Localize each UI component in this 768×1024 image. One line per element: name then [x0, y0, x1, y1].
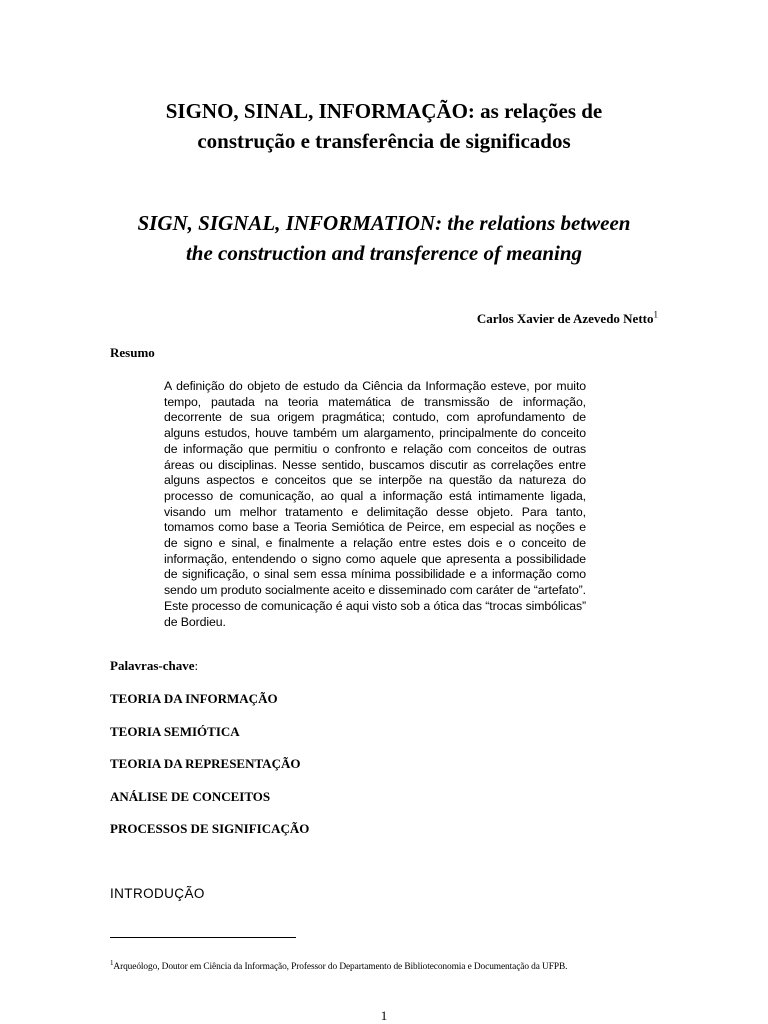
keyword-item: PROCESSOS DE SIGNIFICAÇÃO — [110, 821, 310, 836]
abstract-text: A definição do objeto de estudo da Ciência da Informação esteve, por muito tempo, pautada na teoria matemática de transmissão de informação, decorrente de sua origem pragmática; contudo, com aprofundamento de alguns estudos, houve também um alargamento, principalmente do conceito de informação que permitiu o confronto e relação com conceitos de outras áreas ou disciplinas. Nesse sentido, buscamos discutir as correlações entre alguns aspectos e conceitos que se interpõe na questão da natureza do processo de comunicação, ao qual a informação está intimamente ligada, visando um melhor tratamento e delimitação desse objeto. Para tanto, tomamos como base a Teoria Semiótica de Peirce, em especial as noções e de signo e sinal, e finalmente a relação entre estes dois e o conceito de informação, entendendo o signo como aquele que apresenta a possibilidade de significação, o sinal sem essa mínima possibilidade e a informação como sendo um produto socialmente aceito e disseminado com caráter de “artefato”. Este processo de comunicação é aqui visto sob a ótica das “trocas simbólicas” de Bordieu. — [164, 379, 586, 629]
author-name: Carlos Xavier de Azevedo Netto — [476, 311, 654, 326]
keyword-item: ANÁLISE DE CONCEITOS — [110, 788, 271, 804]
english-title-line-2: the construction and transference of meaning — [185, 241, 583, 265]
author-footnote-mark: 1 — [653, 309, 658, 320]
footnote-text: Arqueólogo, Doutor em Ciência da Informação, Professor do Departamento de Biblioteconomia e Documentação da UFPB. — [113, 962, 568, 972]
portuguese-title-line-1: SIGNO, SINAL, INFORMAÇÃO: as relações de — [165, 99, 603, 123]
english-title — [0, 208, 768, 268]
keyword-item: TEORIA DA INFORMAÇÃO — [110, 691, 278, 706]
keywords-label-colon: : — [194, 658, 199, 673]
section-heading-introduction: INTRODUÇÃO — [110, 886, 205, 901]
keywords-label-text: Palavras-chave — [110, 658, 195, 673]
footnote-divider — [110, 937, 296, 938]
portuguese-title — [0, 96, 768, 156]
keyword-item: TEORIA SEMIÓTICA — [110, 723, 240, 739]
keywords-list — [110, 690, 309, 853]
abstract-heading: Resumo — [110, 345, 155, 360]
author-line — [477, 311, 658, 327]
footnote — [110, 958, 568, 972]
portuguese-title-line-2: construção e transferência de significados — [197, 129, 571, 153]
english-title-line-1: SIGN, SIGNAL, INFORMATION: the relations between — [137, 211, 631, 235]
keywords-label — [110, 658, 198, 674]
keyword-item: TEORIA DA REPRESENTAÇÃO — [110, 756, 301, 771]
page-number: 1 — [380, 1008, 388, 1023]
footnote-mark: 1 — [110, 958, 114, 967]
